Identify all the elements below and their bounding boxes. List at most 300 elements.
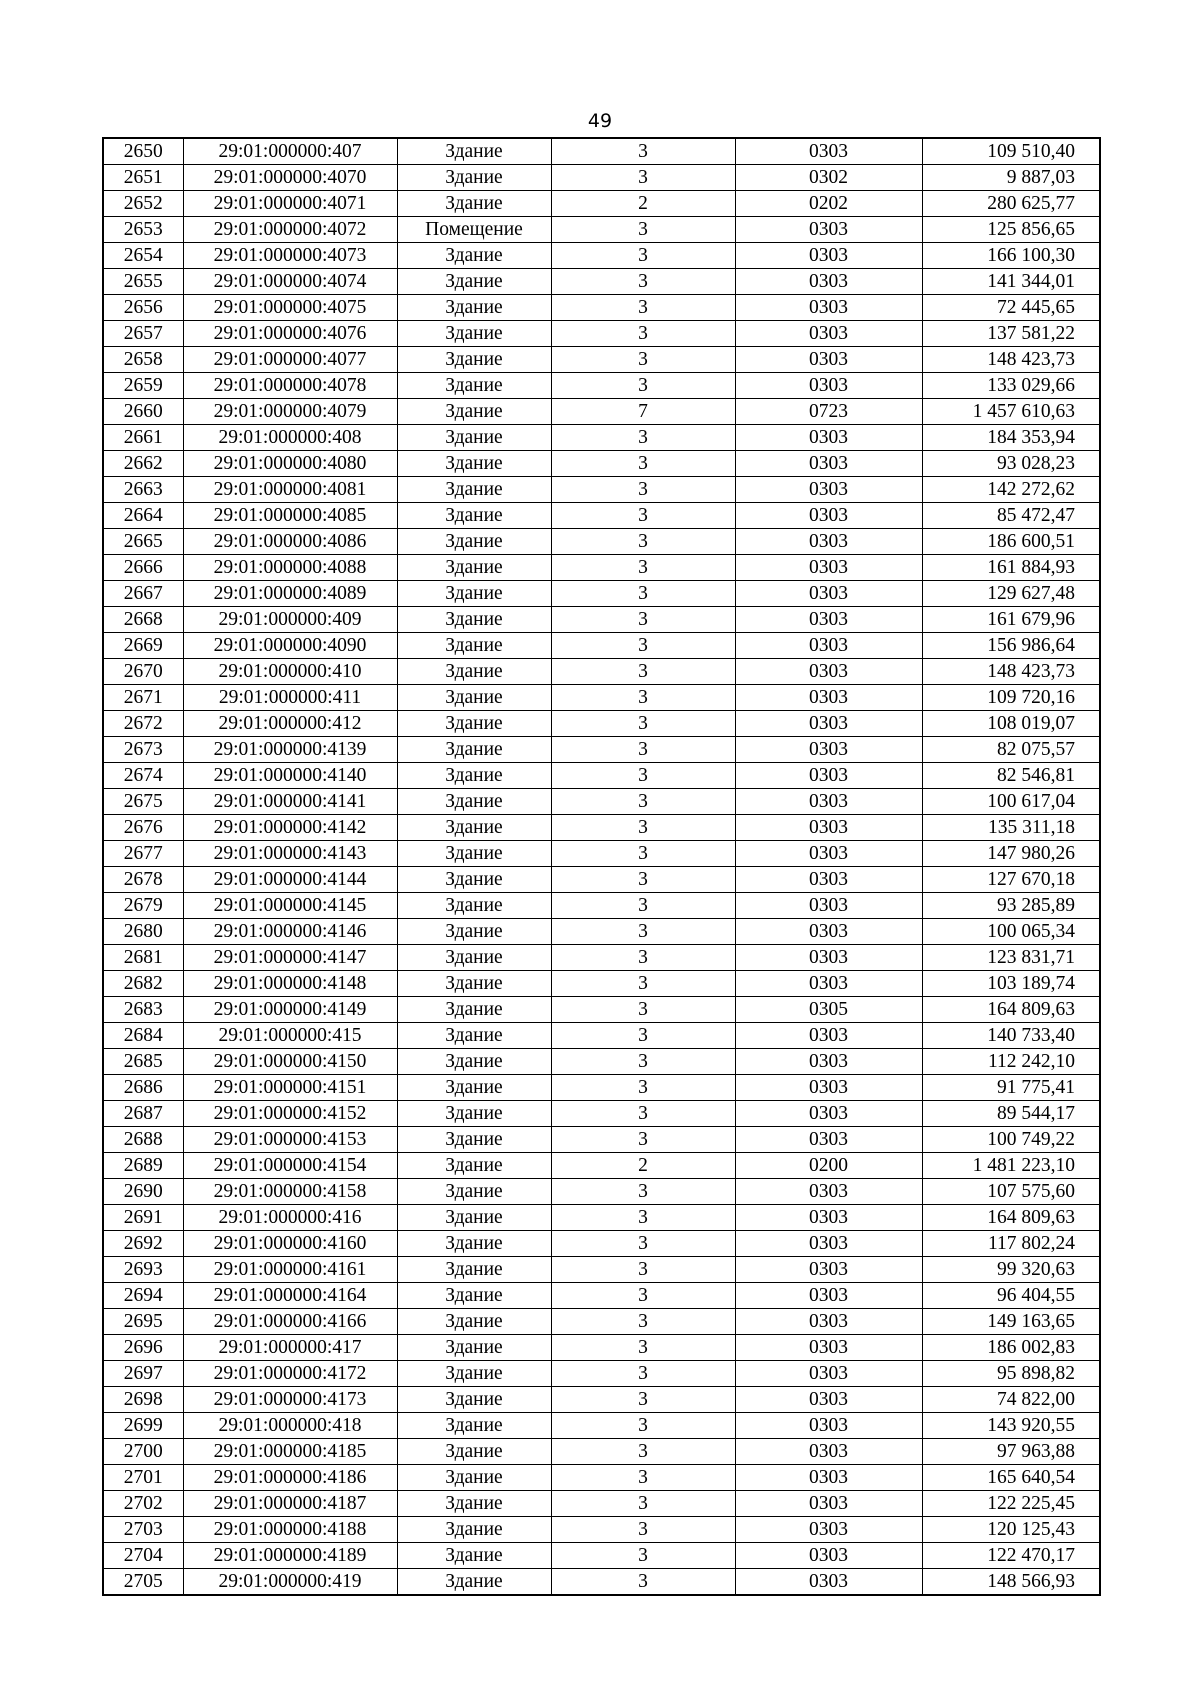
cadastral-value-cell: 148 423,73 [922, 659, 1100, 685]
group-cell: 3 [551, 919, 735, 945]
object-type-cell: Здание [397, 1023, 551, 1049]
object-type-cell: Здание [397, 1517, 551, 1543]
cadastral-number-cell: 29:01:000000:4164 [183, 1283, 397, 1309]
group-cell: 3 [551, 425, 735, 451]
group-cell: 2 [551, 1153, 735, 1179]
cadastral-number-cell: 29:01:000000:4143 [183, 841, 397, 867]
object-type-cell: Здание [397, 737, 551, 763]
row-number-cell: 2693 [103, 1257, 183, 1283]
row-number-cell: 2670 [103, 659, 183, 685]
table-row [103, 165, 1100, 191]
cadastral-number-cell: 29:01:000000:4142 [183, 815, 397, 841]
group-cell: 3 [551, 1205, 735, 1231]
group-cell: 3 [551, 477, 735, 503]
subgroup-code-cell: 0303 [735, 1257, 922, 1283]
cadastral-number-cell: 29:01:000000:4166 [183, 1309, 397, 1335]
row-number-cell: 2703 [103, 1517, 183, 1543]
row-number-cell: 2661 [103, 425, 183, 451]
group-cell: 3 [551, 867, 735, 893]
cadastral-number-cell: 29:01:000000:410 [183, 659, 397, 685]
cadastral-number-cell: 29:01:000000:4188 [183, 1517, 397, 1543]
group-cell: 3 [551, 685, 735, 711]
row-number-cell: 2664 [103, 503, 183, 529]
group-cell: 3 [551, 243, 735, 269]
cadastral-number-cell: 29:01:000000:4080 [183, 451, 397, 477]
table-row [103, 711, 1100, 737]
table-row [103, 1231, 1100, 1257]
group-cell: 3 [551, 529, 735, 555]
row-number-cell: 2691 [103, 1205, 183, 1231]
row-number-cell: 2662 [103, 451, 183, 477]
cadastral-number-cell: 29:01:000000:4185 [183, 1439, 397, 1465]
cadastral-number-cell: 29:01:000000:4090 [183, 633, 397, 659]
cadastral-value-cell: 142 272,62 [922, 477, 1100, 503]
group-cell: 3 [551, 295, 735, 321]
row-number-cell: 2694 [103, 1283, 183, 1309]
cadastral-number-cell: 29:01:000000:4079 [183, 399, 397, 425]
row-number-cell: 2702 [103, 1491, 183, 1517]
cadastral-number-cell: 29:01:000000:4141 [183, 789, 397, 815]
table-row [103, 789, 1100, 815]
row-number-cell: 2672 [103, 711, 183, 737]
group-cell: 3 [551, 1101, 735, 1127]
cadastral-value-cell: 82 075,57 [922, 737, 1100, 763]
row-number-cell: 2705 [103, 1569, 183, 1596]
row-number-cell: 2673 [103, 737, 183, 763]
row-number-cell: 2684 [103, 1023, 183, 1049]
object-type-cell: Здание [397, 633, 551, 659]
table-row [103, 1283, 1100, 1309]
table-row [103, 555, 1100, 581]
subgroup-code-cell: 0303 [735, 607, 922, 633]
group-cell: 3 [551, 1361, 735, 1387]
subgroup-code-cell: 0303 [735, 1231, 922, 1257]
cadastral-number-cell: 29:01:000000:4074 [183, 269, 397, 295]
group-cell: 3 [551, 555, 735, 581]
table-row [103, 971, 1100, 997]
table-row [103, 1205, 1100, 1231]
cadastral-value-cell: 133 029,66 [922, 373, 1100, 399]
row-number-cell: 2650 [103, 138, 183, 165]
cadastral-value-cell: 100 065,34 [922, 919, 1100, 945]
cadastral-number-cell: 29:01:000000:412 [183, 711, 397, 737]
subgroup-code-cell: 0303 [735, 347, 922, 373]
subgroup-code-cell: 0303 [735, 1101, 922, 1127]
row-number-cell: 2678 [103, 867, 183, 893]
cadastral-value-cell: 112 242,10 [922, 1049, 1100, 1075]
table-row [103, 243, 1100, 269]
cadastral-number-cell: 29:01:000000:4158 [183, 1179, 397, 1205]
group-cell: 3 [551, 1543, 735, 1569]
table-row [103, 1491, 1100, 1517]
subgroup-code-cell: 0303 [735, 633, 922, 659]
cadastral-number-cell: 29:01:000000:4078 [183, 373, 397, 399]
cadastral-value-cell: 161 679,96 [922, 607, 1100, 633]
table-row [103, 1569, 1100, 1596]
group-cell: 3 [551, 1491, 735, 1517]
cadastral-number-cell: 29:01:000000:4088 [183, 555, 397, 581]
subgroup-code-cell: 0202 [735, 191, 922, 217]
object-type-cell: Здание [397, 893, 551, 919]
subgroup-code-cell: 0303 [735, 1465, 922, 1491]
group-cell: 3 [551, 789, 735, 815]
cadastral-number-cell: 29:01:000000:416 [183, 1205, 397, 1231]
group-cell: 3 [551, 737, 735, 763]
subgroup-code-cell: 0303 [735, 815, 922, 841]
table-row [103, 1439, 1100, 1465]
table-row [103, 138, 1100, 165]
row-number-cell: 2676 [103, 815, 183, 841]
row-number-cell: 2701 [103, 1465, 183, 1491]
table-row [103, 1127, 1100, 1153]
row-number-cell: 2686 [103, 1075, 183, 1101]
object-type-cell: Здание [397, 1413, 551, 1439]
cadastral-value-cell: 123 831,71 [922, 945, 1100, 971]
object-type-cell: Здание [397, 1309, 551, 1335]
object-type-cell: Здание [397, 711, 551, 737]
table-row [103, 1413, 1100, 1439]
table-row [103, 269, 1100, 295]
group-cell: 3 [551, 1179, 735, 1205]
cadastral-number-cell: 29:01:000000:4160 [183, 1231, 397, 1257]
cadastral-number-cell: 29:01:000000:4086 [183, 529, 397, 555]
cadastral-value-cell: 122 470,17 [922, 1543, 1100, 1569]
row-number-cell: 2695 [103, 1309, 183, 1335]
table-row [103, 399, 1100, 425]
object-type-cell: Здание [397, 841, 551, 867]
subgroup-code-cell: 0303 [735, 659, 922, 685]
table-row [103, 867, 1100, 893]
cadastral-number-cell: 29:01:000000:408 [183, 425, 397, 451]
subgroup-code-cell: 0303 [735, 1127, 922, 1153]
table-row [103, 191, 1100, 217]
table-row [103, 945, 1100, 971]
group-cell: 3 [551, 971, 735, 997]
object-type-cell: Здание [397, 1075, 551, 1101]
row-number-cell: 2677 [103, 841, 183, 867]
table-row [103, 815, 1100, 841]
cadastral-value-cell: 143 920,55 [922, 1413, 1100, 1439]
object-type-cell: Здание [397, 1179, 551, 1205]
cadastral-number-cell: 29:01:000000:4161 [183, 1257, 397, 1283]
cadastral-number-cell: 29:01:000000:407 [183, 138, 397, 165]
row-number-cell: 2651 [103, 165, 183, 191]
group-cell: 3 [551, 997, 735, 1023]
table-row [103, 1257, 1100, 1283]
table-row [103, 633, 1100, 659]
cadastral-number-cell: 29:01:000000:4151 [183, 1075, 397, 1101]
cadastral-number-cell: 29:01:000000:419 [183, 1569, 397, 1596]
cadastral-number-cell: 29:01:000000:4149 [183, 997, 397, 1023]
group-cell: 3 [551, 1023, 735, 1049]
table-row [103, 919, 1100, 945]
subgroup-code-cell: 0303 [735, 138, 922, 165]
cadastral-value-cell: 129 627,48 [922, 581, 1100, 607]
group-cell: 3 [551, 1075, 735, 1101]
row-number-cell: 2683 [103, 997, 183, 1023]
group-cell: 3 [551, 711, 735, 737]
table-row [103, 607, 1100, 633]
group-cell: 3 [551, 451, 735, 477]
cadastral-value-cell: 117 802,24 [922, 1231, 1100, 1257]
cadastral-value-cell: 109 510,40 [922, 138, 1100, 165]
object-type-cell: Здание [397, 607, 551, 633]
row-number-cell: 2653 [103, 217, 183, 243]
cadastral-number-cell: 29:01:000000:418 [183, 1413, 397, 1439]
table-row [103, 217, 1100, 243]
table-row [103, 1101, 1100, 1127]
object-type-cell: Здание [397, 399, 551, 425]
table-row [103, 1023, 1100, 1049]
object-type-cell: Здание [397, 945, 551, 971]
cadastral-value-cell: 95 898,82 [922, 1361, 1100, 1387]
row-number-cell: 2692 [103, 1231, 183, 1257]
row-number-cell: 2657 [103, 321, 183, 347]
cadastral-number-cell: 29:01:000000:4071 [183, 191, 397, 217]
cadastral-value-cell: 135 311,18 [922, 815, 1100, 841]
object-type-cell: Здание [397, 165, 551, 191]
table-row [103, 1361, 1100, 1387]
table-row [103, 581, 1100, 607]
subgroup-code-cell: 0303 [735, 893, 922, 919]
object-type-cell: Здание [397, 477, 551, 503]
table-row [103, 477, 1100, 503]
object-type-cell: Здание [397, 971, 551, 997]
subgroup-code-cell: 0303 [735, 555, 922, 581]
row-number-cell: 2658 [103, 347, 183, 373]
table-row [103, 425, 1100, 451]
subgroup-code-cell: 0303 [735, 1205, 922, 1231]
cadastral-value-cell: 85 472,47 [922, 503, 1100, 529]
object-type-cell: Здание [397, 867, 551, 893]
group-cell: 3 [551, 1465, 735, 1491]
object-type-cell: Здание [397, 815, 551, 841]
cadastral-value-cell: 164 809,63 [922, 1205, 1100, 1231]
table-row [103, 685, 1100, 711]
cadastral-number-cell: 29:01:000000:4144 [183, 867, 397, 893]
subgroup-code-cell: 0303 [735, 269, 922, 295]
group-cell: 3 [551, 1335, 735, 1361]
cadastral-number-cell: 29:01:000000:4073 [183, 243, 397, 269]
subgroup-code-cell: 0303 [735, 1179, 922, 1205]
cadastral-number-cell: 29:01:000000:4085 [183, 503, 397, 529]
subgroup-code-cell: 0302 [735, 165, 922, 191]
cadastral-number-cell: 29:01:000000:4154 [183, 1153, 397, 1179]
object-type-cell: Здание [397, 373, 551, 399]
cadastral-number-cell: 29:01:000000:4075 [183, 295, 397, 321]
cadastral-number-cell: 29:01:000000:4077 [183, 347, 397, 373]
cadastral-value-cell: 127 670,18 [922, 867, 1100, 893]
row-number-cell: 2663 [103, 477, 183, 503]
subgroup-code-cell: 0303 [735, 451, 922, 477]
row-number-cell: 2689 [103, 1153, 183, 1179]
row-number-cell: 2682 [103, 971, 183, 997]
row-number-cell: 2679 [103, 893, 183, 919]
subgroup-code-cell: 0303 [735, 1413, 922, 1439]
subgroup-code-cell: 0303 [735, 425, 922, 451]
group-cell: 3 [551, 321, 735, 347]
cadastral-number-cell: 29:01:000000:4070 [183, 165, 397, 191]
row-number-cell: 2667 [103, 581, 183, 607]
subgroup-code-cell: 0303 [735, 737, 922, 763]
table-row [103, 503, 1100, 529]
object-type-cell: Здание [397, 1569, 551, 1596]
cadastral-value-cell: 107 575,60 [922, 1179, 1100, 1205]
table-row [103, 1465, 1100, 1491]
row-number-cell: 2666 [103, 555, 183, 581]
cadastral-number-cell: 29:01:000000:409 [183, 607, 397, 633]
group-cell: 3 [551, 1569, 735, 1596]
group-cell: 3 [551, 1413, 735, 1439]
subgroup-code-cell: 0303 [735, 217, 922, 243]
subgroup-code-cell: 0303 [735, 1387, 922, 1413]
object-type-cell: Здание [397, 347, 551, 373]
cadastral-value-cell: 91 775,41 [922, 1075, 1100, 1101]
cadastral-value-cell: 148 566,93 [922, 1569, 1100, 1596]
subgroup-code-cell: 0303 [735, 581, 922, 607]
cadastral-value-cell: 109 720,16 [922, 685, 1100, 711]
subgroup-code-cell: 0303 [735, 1335, 922, 1361]
subgroup-code-cell: 0303 [735, 477, 922, 503]
table-row [103, 893, 1100, 919]
subgroup-code-cell: 0303 [735, 1439, 922, 1465]
table-body [103, 138, 1100, 1595]
group-cell: 2 [551, 191, 735, 217]
object-type-cell: Здание [397, 659, 551, 685]
cadastral-value-cell: 99 320,63 [922, 1257, 1100, 1283]
object-type-cell: Здание [397, 581, 551, 607]
object-type-cell: Здание [397, 503, 551, 529]
subgroup-code-cell: 0723 [735, 399, 922, 425]
subgroup-code-cell: 0303 [735, 1283, 922, 1309]
cadastral-number-cell: 29:01:000000:4089 [183, 581, 397, 607]
table-row [103, 1179, 1100, 1205]
group-cell: 3 [551, 1257, 735, 1283]
object-type-cell: Здание [397, 1205, 551, 1231]
object-type-cell: Здание [397, 1049, 551, 1075]
table-row [103, 841, 1100, 867]
subgroup-code-cell: 0303 [735, 945, 922, 971]
row-number-cell: 2680 [103, 919, 183, 945]
cadastral-number-cell: 29:01:000000:417 [183, 1335, 397, 1361]
cadastral-value-cell: 161 884,93 [922, 555, 1100, 581]
cadastral-number-cell: 29:01:000000:4189 [183, 1543, 397, 1569]
subgroup-code-cell: 0303 [735, 1517, 922, 1543]
row-number-cell: 2668 [103, 607, 183, 633]
row-number-cell: 2654 [103, 243, 183, 269]
cadastral-number-cell: 29:01:000000:415 [183, 1023, 397, 1049]
object-type-cell: Здание [397, 451, 551, 477]
object-type-cell: Здание [397, 555, 551, 581]
table-row [103, 1153, 1100, 1179]
object-type-cell: Здание [397, 1361, 551, 1387]
table-row [103, 1517, 1100, 1543]
subgroup-code-cell: 0305 [735, 997, 922, 1023]
cadastral-number-cell: 29:01:000000:411 [183, 685, 397, 711]
group-cell: 3 [551, 1283, 735, 1309]
object-type-cell: Здание [397, 1491, 551, 1517]
group-cell: 3 [551, 503, 735, 529]
cadastral-value-cell: 93 285,89 [922, 893, 1100, 919]
table-row [103, 1335, 1100, 1361]
subgroup-code-cell: 0303 [735, 1543, 922, 1569]
group-cell: 3 [551, 165, 735, 191]
cadastral-number-cell: 29:01:000000:4186 [183, 1465, 397, 1491]
group-cell: 3 [551, 607, 735, 633]
object-type-cell: Здание [397, 1231, 551, 1257]
cadastral-value-cell: 97 963,88 [922, 1439, 1100, 1465]
cadastral-value-table [102, 137, 1101, 1596]
subgroup-code-cell: 0303 [735, 503, 922, 529]
cadastral-value-cell: 96 404,55 [922, 1283, 1100, 1309]
subgroup-code-cell: 0303 [735, 1569, 922, 1596]
table-row [103, 737, 1100, 763]
object-type-cell: Здание [397, 1127, 551, 1153]
cadastral-number-cell: 29:01:000000:4140 [183, 763, 397, 789]
group-cell: 3 [551, 1231, 735, 1257]
row-number-cell: 2655 [103, 269, 183, 295]
subgroup-code-cell: 0303 [735, 295, 922, 321]
subgroup-code-cell: 0303 [735, 529, 922, 555]
row-number-cell: 2665 [103, 529, 183, 555]
table-row [103, 1543, 1100, 1569]
object-type-cell: Здание [397, 763, 551, 789]
group-cell: 3 [551, 269, 735, 295]
cadastral-number-cell: 29:01:000000:4072 [183, 217, 397, 243]
group-cell: 3 [551, 893, 735, 919]
object-type-cell: Здание [397, 269, 551, 295]
cadastral-value-cell: 156 986,64 [922, 633, 1100, 659]
row-number-cell: 2674 [103, 763, 183, 789]
object-type-cell: Здание [397, 321, 551, 347]
cadastral-value-cell: 184 353,94 [922, 425, 1100, 451]
subgroup-code-cell: 0303 [735, 1491, 922, 1517]
cadastral-number-cell: 29:01:000000:4152 [183, 1101, 397, 1127]
cadastral-value-cell: 186 002,83 [922, 1335, 1100, 1361]
cadastral-value-cell: 93 028,23 [922, 451, 1100, 477]
group-cell: 3 [551, 373, 735, 399]
subgroup-code-cell: 0303 [735, 789, 922, 815]
row-number-cell: 2671 [103, 685, 183, 711]
object-type-cell: Здание [397, 425, 551, 451]
object-type-cell: Здание [397, 997, 551, 1023]
row-number-cell: 2685 [103, 1049, 183, 1075]
cadastral-number-cell: 29:01:000000:4147 [183, 945, 397, 971]
cadastral-number-cell: 29:01:000000:4081 [183, 477, 397, 503]
cadastral-value-cell: 280 625,77 [922, 191, 1100, 217]
subgroup-code-cell: 0303 [735, 867, 922, 893]
subgroup-code-cell: 0303 [735, 1309, 922, 1335]
row-number-cell: 2698 [103, 1387, 183, 1413]
cadastral-value-cell: 100 617,04 [922, 789, 1100, 815]
object-type-cell: Здание [397, 1101, 551, 1127]
subgroup-code-cell: 0303 [735, 711, 922, 737]
table-row [103, 763, 1100, 789]
subgroup-code-cell: 0303 [735, 685, 922, 711]
object-type-cell: Здание [397, 138, 551, 165]
object-type-cell: Здание [397, 529, 551, 555]
table-row [103, 1049, 1100, 1075]
group-cell: 3 [551, 763, 735, 789]
cadastral-value-cell: 148 423,73 [922, 347, 1100, 373]
row-number-cell: 2690 [103, 1179, 183, 1205]
cadastral-value-cell: 186 600,51 [922, 529, 1100, 555]
page-number: 49 [587, 110, 613, 132]
object-type-cell: Здание [397, 1543, 551, 1569]
object-type-cell: Здание [397, 243, 551, 269]
table-row [103, 1309, 1100, 1335]
table-row [103, 295, 1100, 321]
